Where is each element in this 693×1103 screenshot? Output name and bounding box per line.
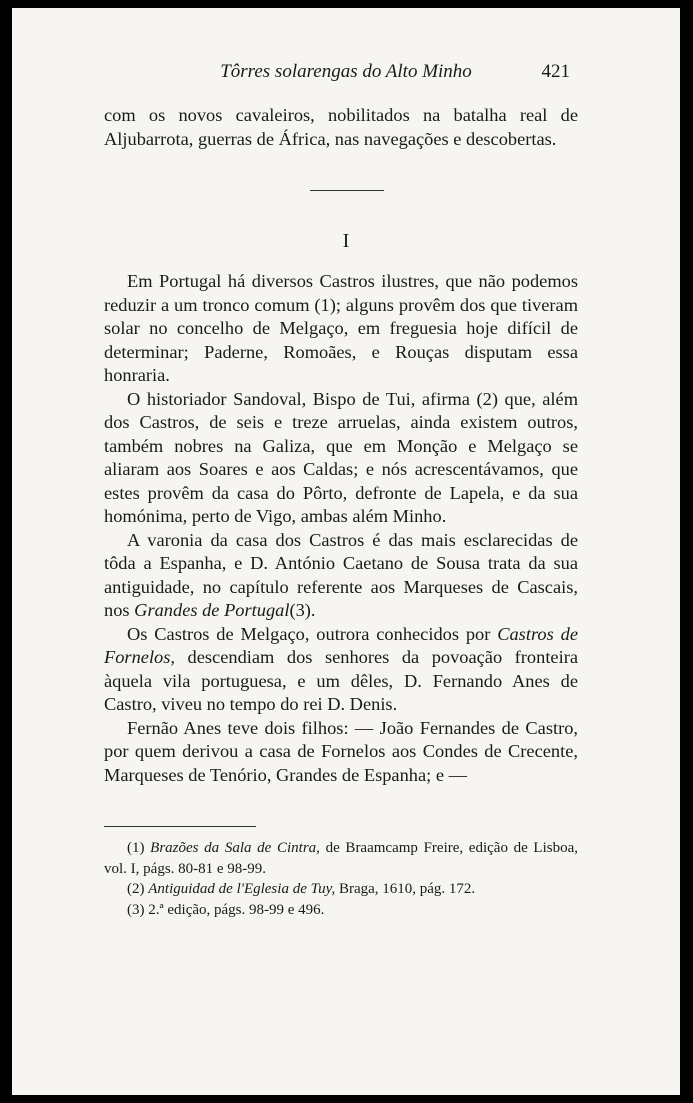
footnote-rule bbox=[104, 826, 256, 827]
body-text bbox=[104, 270, 578, 787]
running-title: Tôrres solarengas do Alto Minho bbox=[220, 61, 472, 82]
footnote-2 bbox=[104, 879, 578, 900]
footnote-2-title: Antiguidad de l'Eglesia de Tuy, bbox=[148, 881, 336, 897]
footnote-3: (3) 2.ª edição, págs. 98-99 e 496. bbox=[127, 901, 325, 918]
page-header bbox=[12, 61, 680, 87]
castros-de-fornelos-title: Castros de Fornelos, bbox=[104, 623, 578, 667]
footnotes bbox=[104, 838, 578, 920]
footnote-1-mark: (1) bbox=[127, 840, 145, 856]
paragraph-4-text: Os Castros de Melgaço, outrora conhecidos por bbox=[127, 623, 491, 644]
paragraph-4 bbox=[104, 623, 578, 717]
intro-text bbox=[104, 104, 578, 151]
footnote-1-title: Brazões da Sala de Cintra, bbox=[150, 840, 320, 856]
page-number: 421 bbox=[541, 61, 570, 82]
grandes-de-portugal-title: Grandes de Portugal bbox=[134, 600, 290, 620]
paragraph-5: Fernão Anes teve dois filhos: — João Fernandes de Castro, por quem derivou a casa de Fornelos aos Condes de Crecente, Marqueses de Tenório, Grandes de Espanha; e — bbox=[104, 717, 578, 785]
section-divider bbox=[310, 190, 384, 191]
paragraph-3-text: A varonia da casa dos Castros é das mais esclarecidas de tôda a Espanha, e D. António Caetano de Sousa trata da sua antiguidade, no capítulo referente aos Marqueses de Cascais, nos bbox=[104, 529, 578, 620]
footnote-2-mark: (2) bbox=[127, 881, 145, 897]
paragraph-4-rest: descendiam dos senhores da povoação fronteira àquela vila portuguesa, e um dêles, D. Fernando Anes de Castro, viveu no tempo do rei D. Denis. bbox=[104, 647, 578, 714]
section-numeral: I bbox=[342, 230, 350, 252]
paragraph-2: O historiador Sandoval, Bispo de Tui, afirma (2) que, além dos Castros, de seis e treze arruelas, ainda existem outros, também nobres na Galiza, que em Monção e Melgaço se aliaram aos Soares e aos Caldas; e nós acrescentávamos, que estes provêm da casa do Pôrto, defronte de Lapela, e da sua homónima, perto de Vigo, ambas além Minho. bbox=[104, 388, 578, 526]
paragraph-1: Em Portugal há diversos Castros ilustres, que não podemos reduzir a um tronco comum (1); alguns provêm dos que tiveram solar no concelho de Melgaço, em freguesia hoje difícil de determinar; Paderne, Romoães, e Rouças disputam essa honraria. bbox=[104, 271, 578, 385]
paragraph-3 bbox=[104, 529, 578, 623]
footnote-1 bbox=[104, 838, 578, 879]
paragraph-3-note: (3). bbox=[289, 600, 316, 620]
footnote-2-text: Braga, 1610, pág. 172. bbox=[338, 881, 476, 897]
book-page bbox=[12, 8, 680, 1095]
footnote-1-text: de Braamcamp Freire, edição de Lisboa, vol. I, págs. 80-81 e 98-99. bbox=[104, 840, 579, 877]
intro-paragraph: com os novos cavaleiros, nobilitados na batalha real de Aljubarrota, guerras de África, nas navegações e descobertas. bbox=[104, 105, 578, 149]
